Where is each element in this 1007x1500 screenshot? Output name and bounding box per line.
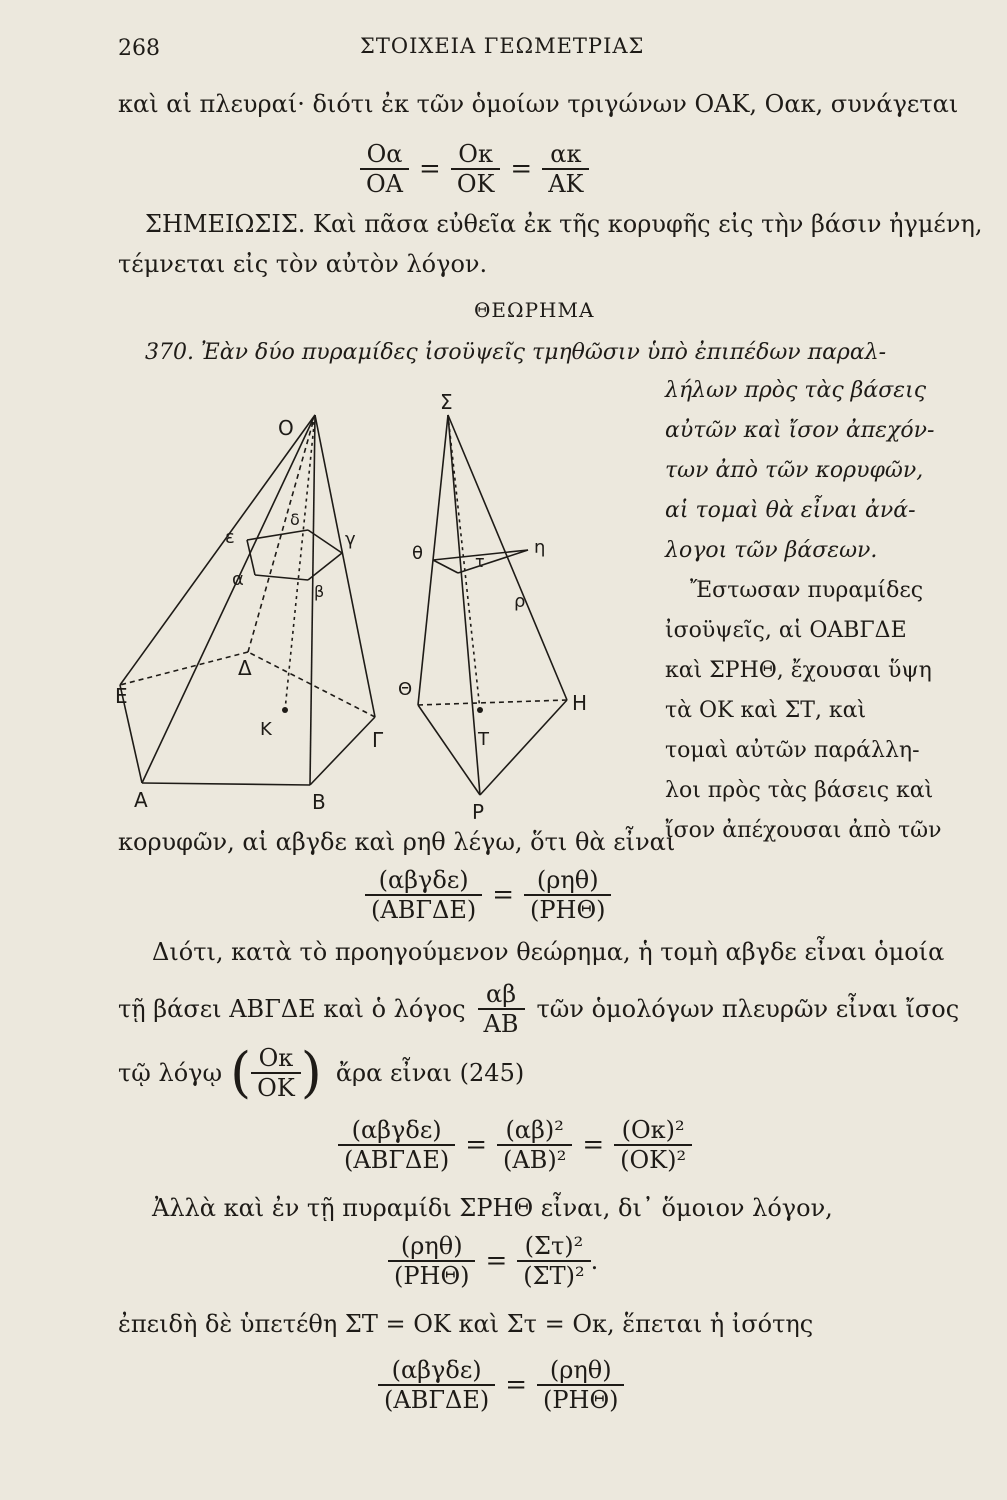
label-rho-small: ρ [514,591,526,612]
fraction: $\frac{\text{(αβ)²}}{\text{(ΑΒ)²}}$ [497,1116,572,1174]
note-line-2: τέμνεται εἰς τὸν αὐτὸν λόγον. [118,250,488,278]
fraction: $\frac{\text{(αβγδε)}}{\text{(ΑΒΓΔΕ)}}$ [378,1356,495,1414]
equation-1: $\frac{O\alpha}{OA}$ = $\frac{O\kappa}{OK}$ = $\frac{\alpha\kappa}{AK}$ [360,140,589,198]
label-eta-small: η [534,537,546,558]
proof-line: τομαὶ αὐτῶν παράλλη- [665,738,920,763]
label-theta-small: θ [412,543,424,564]
label-gamma-small: γ [345,529,356,550]
fraction: $\frac{\text{(Οκ)²}}{\text{(ΟΚ)²}}$ [614,1116,692,1174]
label-delta-small: δ [290,510,300,529]
label-Gamma: Γ [372,728,384,752]
proof-line: Ἔστωσαν πυραμίδες [690,578,924,603]
label-H: Η [572,691,588,715]
equation-3: $\frac{\text{(αβγδε)}}{\text{(ΑΒΓΔΕ)}}$ = $\frac{\text{(αβ)²}}{\text{(ΑΒ)²}}$ = $\frac{\text{(Οκ)²}}{\text{(ΟΚ)²}}$ [338,1116,692,1174]
text-line-1: καὶ αἱ πλευραί· διότι ἐκ τῶν ὁμοίων τριγώνων ΟΑΚ, Οακ, συνάγεται [118,90,959,118]
theorem-line: των ἀπὸ τῶν κορυφῶν, [665,458,924,483]
equation-5: $\frac{\text{(αβγδε)}}{\text{(ΑΒΓΔΕ)}}$ = $\frac{\text{(ρηθ)}}{\text{(ΡΗΘ)}}$ [378,1356,624,1414]
theorem-line: λογοι τῶν βάσεων. [665,538,878,563]
proof-line: ἴσον ἀπέχουσαι ἀπὸ τῶν [665,818,942,843]
label-P: Ρ [472,800,485,824]
label-B: Β [312,790,326,814]
theorem-title: ΘΕΩΡΗΜΑ [474,298,595,322]
label-E: Ε [115,684,128,708]
fraction: $\frac{\text{(ρηθ)}}{\text{(ΡΗΘ)}}$ [537,1356,624,1414]
text-line-alla: Ἀλλὰ καὶ ἐν τῇ πυραμίδι ΣΡΗΘ εἶναι, δι᾿ ὅμοιον λόγον, [152,1194,833,1222]
pyramids-figure [115,375,650,824]
label-tau-small: τ [475,552,485,571]
fraction: $\frac{O\kappa}{OK}$ [451,140,501,198]
text-line-dioti: Διότι, κατὰ τὸ προηγούμενον θεώρημα, ἡ τομὴ αβγδε εἶναι ὁμοία [152,938,945,966]
text-line-koryfon: κορυφῶν, αἱ αβγδε καὶ ρηθ λέγω, ὅτι θὰ εἶναι [118,828,676,856]
fraction: $\frac{\text{(Στ)²}}{\text{(ΣΤ)²}}$ [517,1232,590,1290]
fraction: $\frac{O\alpha}{OA}$ [360,140,409,198]
note-line-1: ΣΗΜΕΙΩΣΙΣ. Καὶ πᾶσα εὐθεῖα ἐκ τῆς κορυφῆς εἰς τὴν βάσιν ἠγμένη, [145,210,983,238]
fraction: $\frac{\alpha\beta}{AB}$ [478,980,525,1038]
text-line-basei: τῇ βάσει ΑΒΓΔΕ καὶ ὁ λόγος $\frac{\alpha\beta}{AB}$ τῶν ὁμολόγων πλευρῶν εἶναι ἴσος [118,980,960,1038]
page-number: 268 [118,36,160,61]
running-head: ΣΤΟΙΧΕΙΑ ΓΕΩΜΕΤΡΙΑΣ [360,34,645,58]
theorem-line: αἱ τομαὶ θὰ εἶναι ἀνά- [665,498,916,523]
label-beta-small: β [314,582,325,601]
label-Sigma: Σ [440,390,453,414]
label-K: Κ [260,719,272,740]
fraction: $\frac{\text{(αβγδε)}}{\text{(ΑΒΓΔΕ)}}$ [338,1116,455,1174]
theorem-line: λήλων πρὸς τὰς βάσεις [665,378,927,403]
text-line-logo: τῷ λόγῳ ( $\frac{O\kappa}{OK}$ ) ἄρα εἶναι (245) [118,1041,525,1104]
label-alpha-small: α [232,569,244,590]
fraction: $\frac{\text{(ρηθ)}}{\text{(ΡΗΘ)}}$ [388,1232,475,1290]
fraction: $\frac{\text{(αβγδε)}}{\text{(ΑΒΓΔΕ)}}$ [365,866,482,924]
label-O: O [278,416,294,440]
label-Theta: Θ [398,679,413,700]
fraction: $\frac{O\kappa}{OK}$ [251,1044,301,1102]
label-A: Α [134,788,148,812]
label-epsilon-small: ε [225,527,235,548]
proof-line: ἰσοϋψεῖς, αἱ ΟΑΒΓΔΕ [665,618,907,643]
fraction: $\frac{\text{(ρηθ)}}{\text{(ΡΗΘ)}}$ [524,866,611,924]
equation-2: $\frac{\text{(αβγδε)}}{\text{(ΑΒΓΔΕ)}}$ = $\frac{\text{(ρηθ)}}{\text{(ΡΗΘ)}}$ [365,866,611,924]
theorem-line: αὐτῶν καὶ ἴσον ἀπεχόν- [665,418,935,443]
label-T: Τ [478,729,489,750]
proof-line: τὰ ΟΚ καὶ ΣΤ, καὶ [665,698,867,723]
proof-line: καὶ ΣΡΗΘ, ἔχουσαι ὕψη [665,658,932,683]
theorem-line-1: 370. Ἐὰν δύο πυραμίδες ἰσοϋψεῖς τμηθῶσιν ὑπὸ ἐπιπέδων παραλ- [145,340,887,365]
proof-line: λοι πρὸς τὰς βάσεις καὶ [665,778,934,803]
equation-4: $\frac{\text{(ρηθ)}}{\text{(ΡΗΘ)}}$ = $\frac{\text{(Στ)²}}{\text{(ΣΤ)²}}$ . [388,1232,598,1290]
text-line-epeidi: ἐπειδὴ δὲ ὑπετέθη ΣΤ = ΟΚ καὶ Στ = Οκ, ἕπεται ἡ ἰσότης [118,1310,814,1338]
fraction: $\frac{\alpha\kappa}{AK}$ [542,140,589,198]
label-Delta: Δ [238,656,252,680]
